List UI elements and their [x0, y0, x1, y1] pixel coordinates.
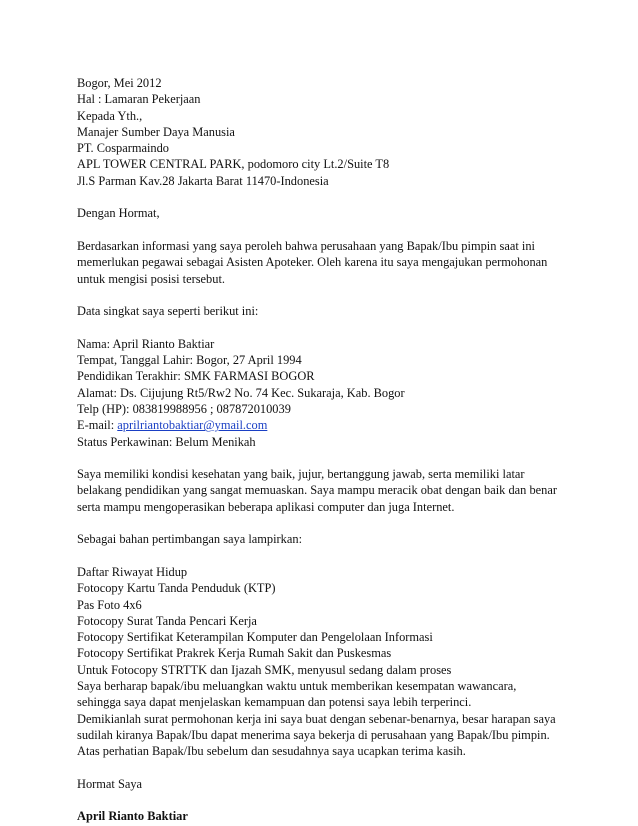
intro-line: memerlukan pegawai sebagai Asisten Apoteker. Oleh karena itu saya mengajukan permohonan — [77, 255, 548, 270]
attachment-item: Daftar Riwayat Hidup — [77, 564, 188, 579]
regards: Hormat Saya — [77, 776, 143, 791]
spacer — [77, 792, 577, 808]
closing-line: Atas perhatian Bapak/Ibu sebelum dan sesudahnya saya ucapkan terima kasih. — [77, 744, 466, 759]
personal-status: Status Perkawinan: Belum Menikah — [77, 434, 256, 449]
spacer — [77, 548, 577, 564]
letter-page — [77, 75, 577, 825]
recipient-salutation: Kepada Yth., — [77, 108, 143, 123]
spacer — [77, 759, 577, 775]
spacer — [77, 287, 577, 303]
attachments-intro: Sebagai bahan pertimbangan saya lampirkan: — [77, 532, 303, 547]
spacer — [77, 222, 577, 238]
closing-line: Demikianlah surat permohonan kerja ini saya buat dengan sebenar-benarnya, besar harapan saya — [77, 711, 556, 726]
qualification-line: serta mampu mengoperasikan beberapa aplikasi computer dan juga Internet. — [77, 499, 455, 514]
attachments-list — [77, 564, 577, 678]
recipient-company: PT. Cosparmaindo — [77, 141, 170, 156]
intro-line: untuk mengisi posisi tersebut. — [77, 271, 225, 286]
spacer — [77, 319, 577, 335]
closing-line: sehingga saya dapat menjelaskan kemampuan dan potensi saya lebih terperinci. — [77, 695, 472, 710]
qualification-line: belakang pendidikan yang sangat memuaskan. Saya mampu meracik obat dengan baik dan benar — [77, 483, 557, 498]
personal-birth: Tempat, Tanggal Lahir: Bogor, 27 April 1994 — [77, 353, 302, 368]
letter-subject: Hal : Lamaran Pekerjaan — [77, 92, 201, 107]
personal-phone: Telp (HP): 083819988956 ; 087872010039 — [77, 401, 291, 416]
qualification-paragraph — [77, 466, 577, 515]
attachment-item: Fotocopy Sertifikat Keterampilan Komputer dan Pengelolaan Informasi — [77, 630, 433, 645]
spacer — [77, 450, 577, 466]
closing-line: sudilah kiranya Bapak/Ibu dapat menerima saya bekerja di perusahaan yang Bapak/Ibu pimpin. — [77, 727, 550, 742]
personal-address: Alamat: Ds. Cijujung Rt5/Rw2 No. 74 Kec. Sukaraja, Kab. Bogor — [77, 385, 405, 400]
letter-date: Bogor, Mei 2012 — [77, 76, 162, 90]
personal-education: Pendidikan Terakhir: SMK FARMASI BOGOR — [77, 369, 315, 384]
attachment-item: Untuk Fotocopy STRTTK dan Ijazah SMK, menyusul sedang dalam proses — [77, 662, 452, 677]
personal-name: Nama: April Rianto Baktiar — [77, 336, 215, 351]
spacer — [77, 515, 577, 531]
closing-line: Saya berharap bapak/ibu meluangkan waktu untuk memberikan kesempatan wawancara, — [77, 678, 517, 693]
email-link[interactable]: aprilriantobaktiar@ymail.com — [117, 418, 268, 433]
attachment-item: Fotocopy Surat Tanda Pencari Kerja — [77, 613, 257, 628]
greeting: Dengan Hormat, — [77, 206, 160, 221]
personal-email-row — [77, 417, 577, 433]
spacer — [77, 189, 577, 205]
qualification-line: Saya memiliki kondisi kesehatan yang baik, jujur, bertanggung jawab, serta memiliki latar — [77, 467, 525, 482]
attachment-item: Fotocopy Sertifikat Prakrek Kerja Rumah Sakit dan Puskesmas — [77, 646, 392, 661]
intro-line: Berdasarkan informasi yang saya peroleh bahwa perusahaan yang Bapak/Ibu pimpin saat ini — [77, 238, 535, 253]
signature-name: April Rianto Baktiar — [77, 809, 188, 824]
personal-data — [77, 336, 577, 450]
attachment-item: Fotocopy Kartu Tanda Penduduk (KTP) — [77, 581, 276, 596]
intro-paragraph — [77, 238, 577, 287]
attachment-item: Pas Foto 4x6 — [77, 597, 142, 612]
recipient-address-line-1: APL TOWER CENTRAL PARK, podomoro city Lt.2/Suite T8 — [77, 157, 390, 172]
email-label: E-mail: — [77, 418, 118, 433]
data-intro: Data singkat saya seperti berikut ini: — [77, 304, 259, 319]
closing-paragraph — [77, 678, 577, 759]
recipient-title: Manajer Sumber Daya Manusia — [77, 124, 235, 139]
recipient-address-line-2: Jl.S Parman Kav.28 Jakarta Barat 11470-Indonesia — [77, 173, 329, 188]
